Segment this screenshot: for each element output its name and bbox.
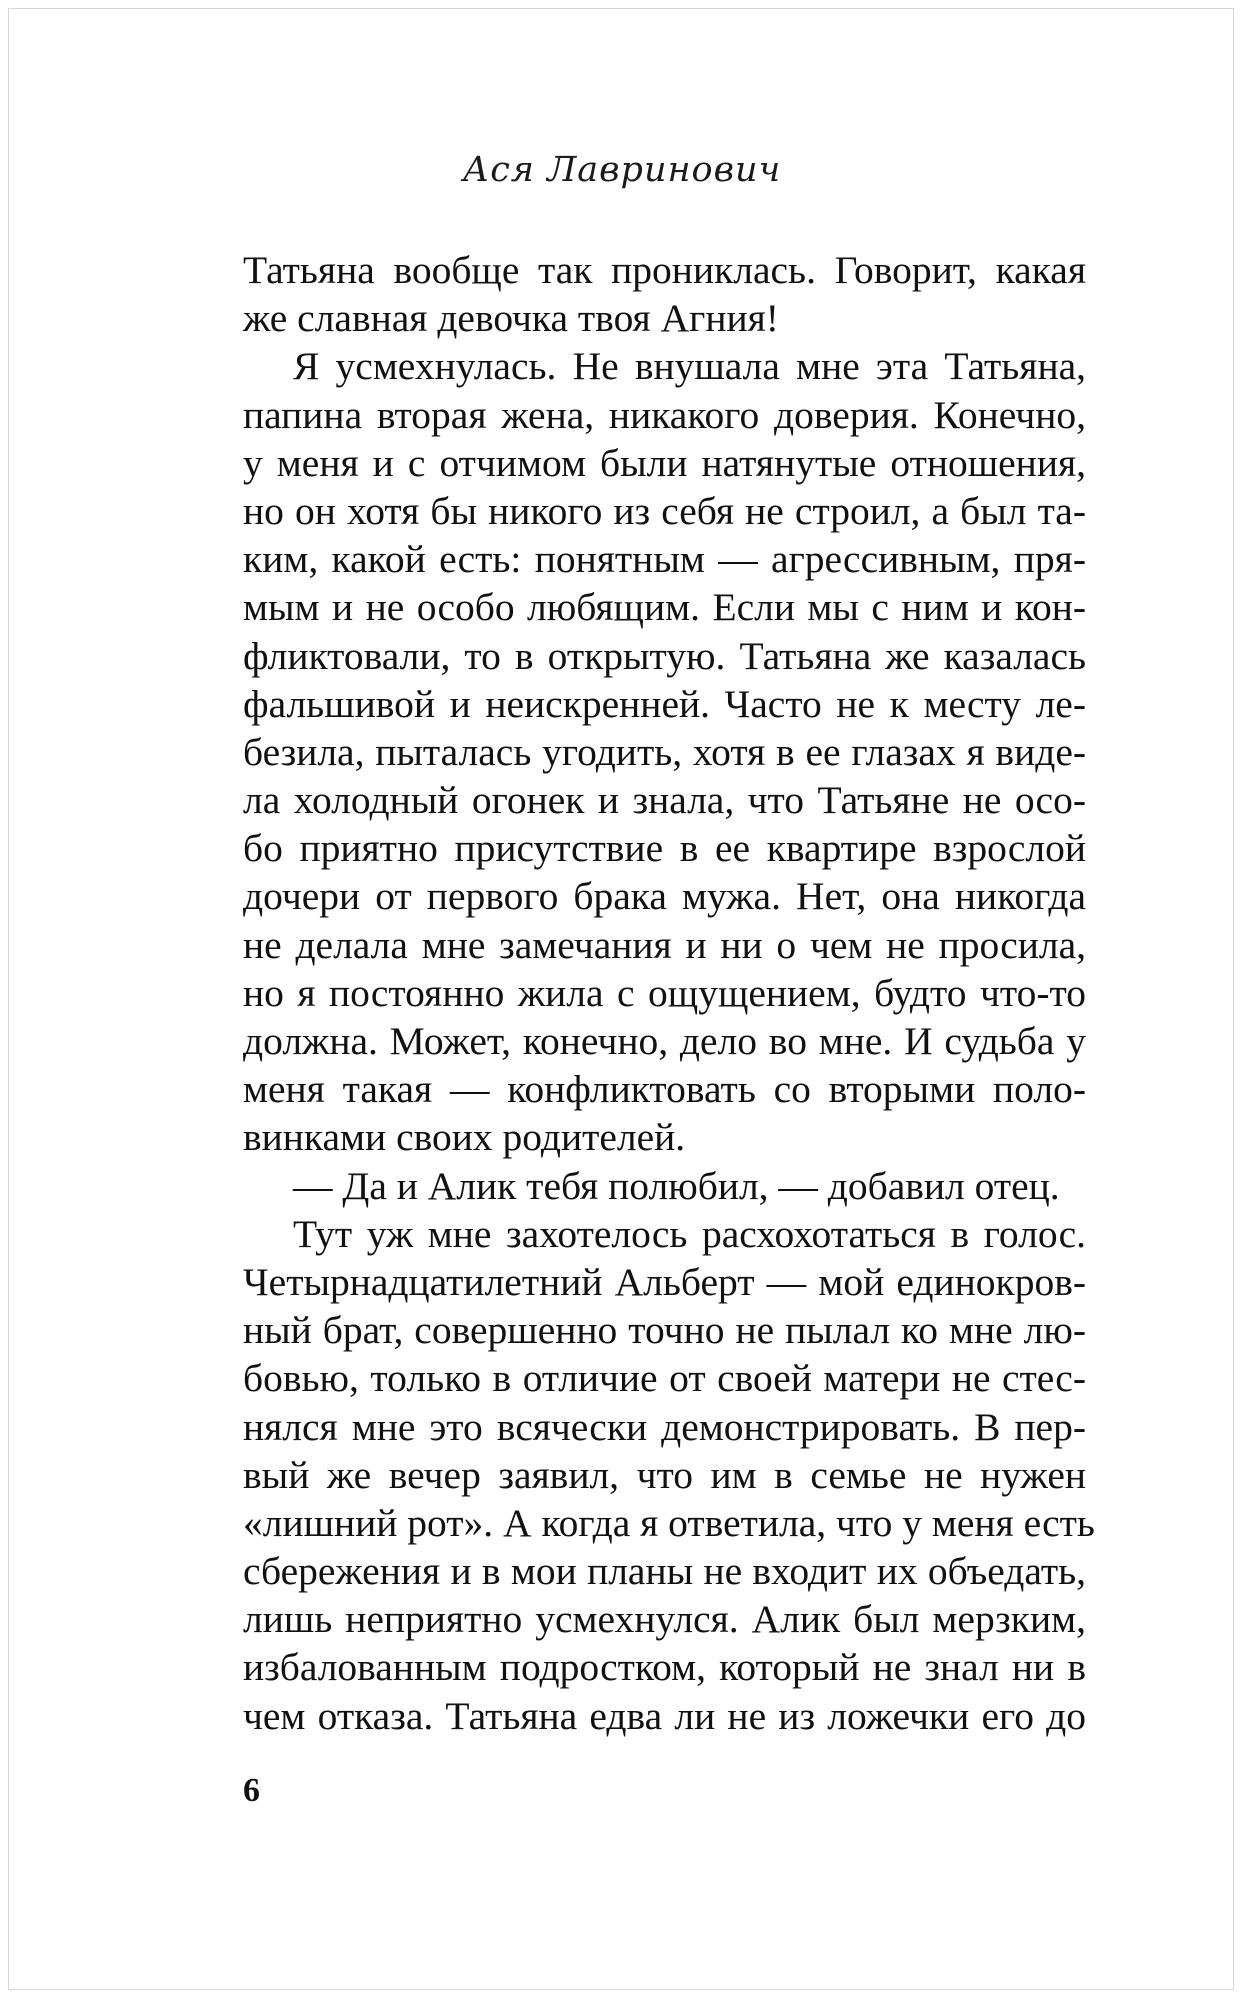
running-head-author: Ася Лавринович <box>462 150 782 190</box>
page-number: 6 <box>243 1772 260 1809</box>
text-line: Тут уж мне захотелось расхохотаться в голос. <box>293 1211 1086 1256</box>
text-line: бовью, только в отличие от своей матери не стес- <box>243 1356 1086 1401</box>
text-line: винками своих родителей. <box>243 1115 686 1160</box>
text-line: сбережения и в мои планы не входит их объедать, <box>243 1549 1086 1594</box>
text-line: не делала мне замечания и ни о чем не просила, <box>243 922 1086 967</box>
text-line: бо приятно присутствие в ее квартире взрослой <box>243 826 1086 871</box>
text-line: мым и не особо любящим. Если мы с ним и кон- <box>243 585 1086 630</box>
text-line: вый же вечер заявил, что им в семье не нужен <box>243 1452 1086 1497</box>
text-line: фликтовали, то в открытую. Татьяна же казалась <box>243 633 1086 678</box>
body-text <box>243 246 1095 1740</box>
text-line: дочери от первого брака мужа. Нет, она никогда <box>243 874 1086 919</box>
text-line: Я усмехнулась. Не внушала мне эта Татьяна, <box>293 344 1086 389</box>
text-line: у меня и с отчимом были натянутые отношения, <box>243 440 1086 485</box>
text-line: же славная девочка твоя Агния! <box>243 296 779 341</box>
text-line: но он хотя бы никого из себя не строил, а был та- <box>243 488 1086 533</box>
text-line: лишь неприятно усмехнулся. Алик был мерзким, <box>243 1597 1086 1642</box>
text-line: «лишний рот». А когда я ответила, что у меня есть <box>243 1500 1095 1545</box>
text-line: нялся мне это всячески демонстрировать. В пер- <box>243 1404 1086 1449</box>
text-line: чем отказа. Татьяна едва ли не из ложечки его до <box>243 1693 1086 1738</box>
text-line: — Да и Алик тебя полюбил, — добавил отец. <box>293 1163 1060 1208</box>
text-line: папина вторая жена, никакого доверия. Конечно, <box>243 392 1086 437</box>
text-line: но я постоянно жила с ощущением, будто что-то <box>243 970 1086 1015</box>
text-line: избалованным подростком, который не знал ни в <box>243 1645 1086 1690</box>
text-line: ким, какой есть: понятным — агрессивным, пря- <box>243 537 1086 582</box>
text-line: безила, пыталась угодить, хотя в ее глазах я виде- <box>243 729 1086 774</box>
text-line: меня такая — конфликтовать со вторыми поло- <box>243 1067 1086 1112</box>
text-line: ный брат, совершенно точно не пылал ко мне лю- <box>243 1308 1086 1353</box>
text-line: должна. Может, конечно, дело во мне. И судьба у <box>243 1019 1086 1063</box>
text-line: фальшивой и неискренней. Часто не к месту ле- <box>243 681 1086 726</box>
text-line: Четырнадцатилетний Альберт — мой единокров- <box>243 1259 1086 1304</box>
text-line: ла холодный огонек и знала, что Татьяне не осо- <box>243 778 1086 823</box>
text-line: Татьяна вообще так прониклась. Говорит, какая <box>243 248 1086 292</box>
